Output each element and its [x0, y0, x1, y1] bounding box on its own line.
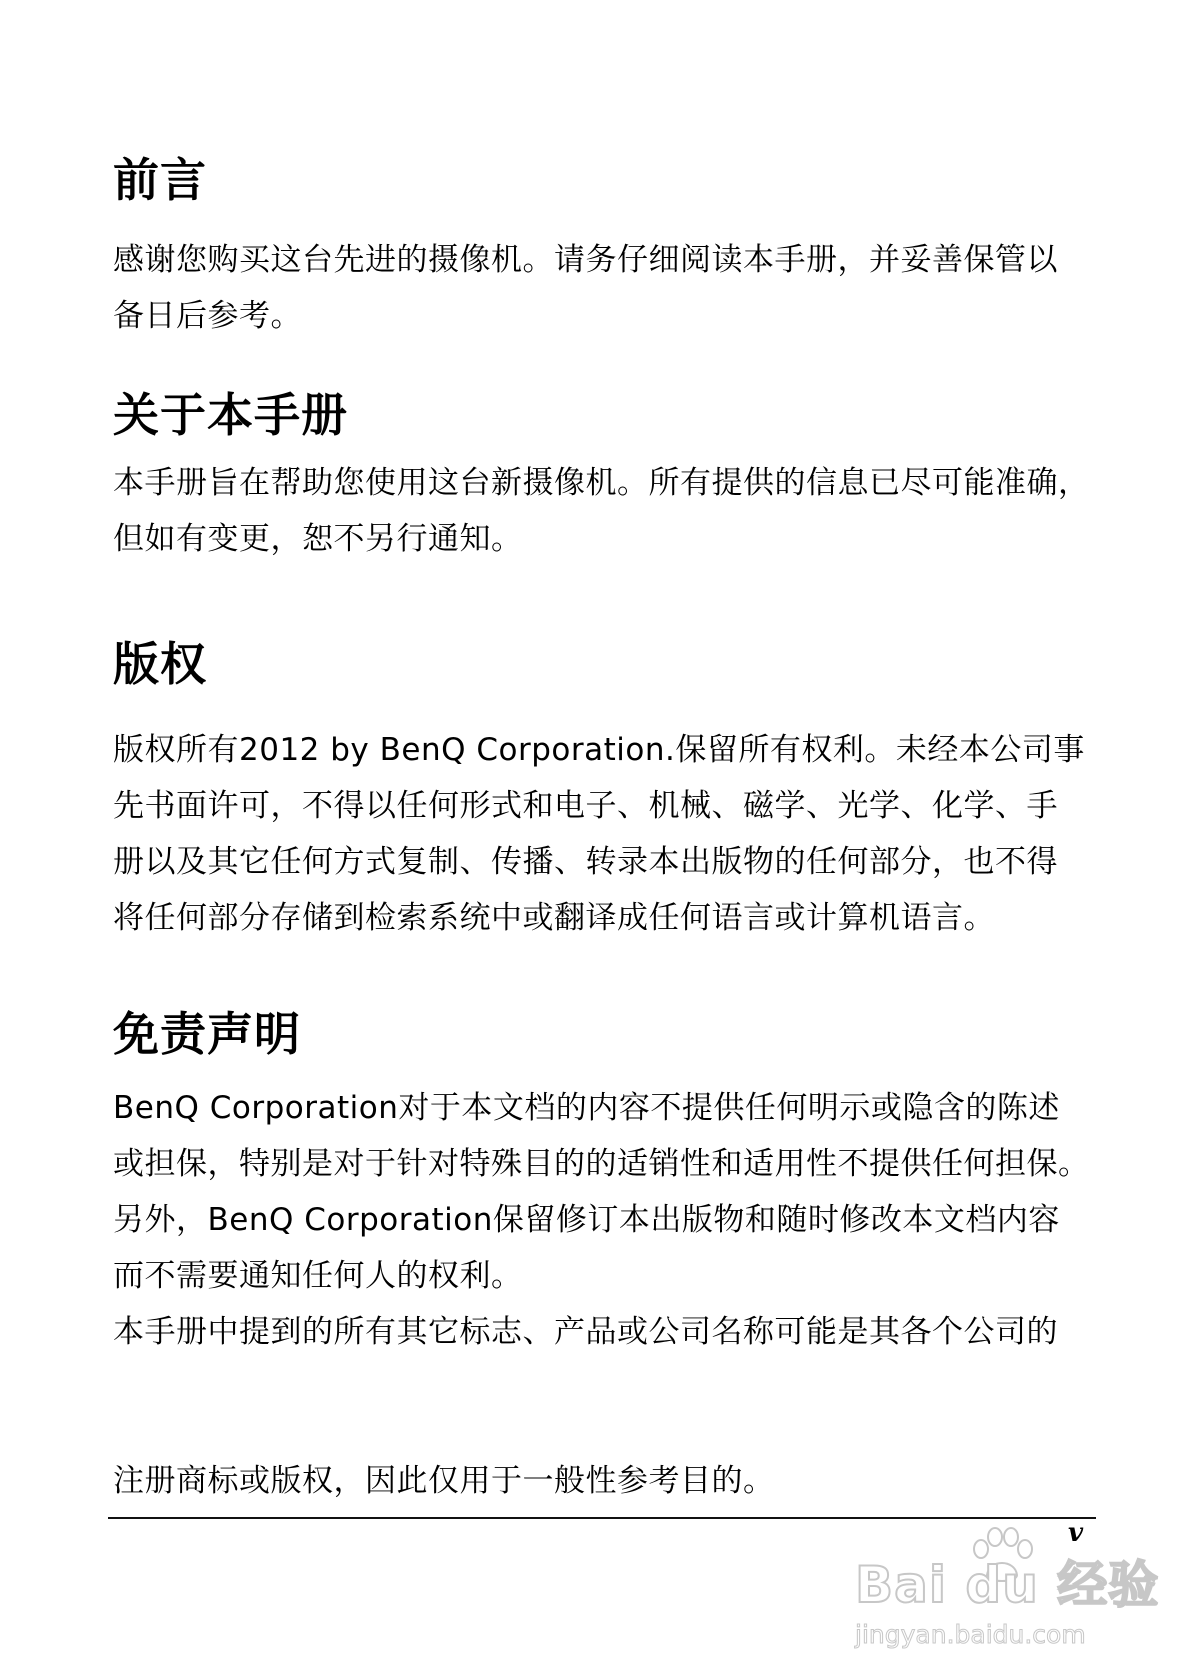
disclaimer-heading: 免责声明	[113, 1007, 301, 1061]
disclaimer-paragraph	[113, 1080, 1103, 1360]
preface-heading: 前言	[113, 153, 207, 207]
about-line: 本手册旨在帮助您使用这台新摄像机。所有提供的信息已尽可能准确，	[113, 465, 1090, 501]
page-number: v	[1068, 1518, 1084, 1548]
about-heading: 关于本手册	[113, 388, 348, 442]
preface-paragraph	[113, 232, 1103, 344]
disclaimer-line: 而不需要通知任何人的权利。	[113, 1258, 523, 1294]
disclaimer-last-paragraph	[113, 1453, 1103, 1509]
copyright-line: 先书面许可，不得以任何形式和电子、机械、磁学、光学、化学、手	[113, 788, 1058, 824]
preface-line: 感谢您购买这台先进的摄像机。请务仔细阅读本手册，并妥善保管以	[113, 242, 1058, 278]
preface-line: 备日后参考。	[113, 298, 302, 334]
copyright-heading: 版权	[113, 637, 207, 691]
about-line: 但如有变更，恕不另行通知。	[113, 521, 523, 557]
disclaimer-line: 或担保，特别是对于针对特殊目的的适销性和适用性不提供任何担保。	[113, 1146, 1090, 1182]
copyright-paragraph	[113, 722, 1103, 946]
disclaimer-line: 另外，BenQ Corporation保留修订本出版物和随时修改本文档内容	[113, 1202, 1060, 1238]
copyright-line: 版权所有2012 by BenQ Corporation.保留所有权利。未经本公司事	[113, 732, 1085, 768]
about-paragraph	[113, 455, 1103, 567]
disclaimer-line: 本手册中提到的所有其它标志、产品或公司名称可能是其各个公司的	[113, 1314, 1058, 1350]
disclaimer-last-line: 注册商标或版权，因此仅用于一般性参考目的。	[113, 1463, 775, 1499]
baidu-watermark	[855, 1525, 1175, 1665]
watermark-brand: Bai du 经验	[855, 1556, 1160, 1614]
watermark-url: jingyan.baidu.com	[855, 1620, 1086, 1649]
disclaimer-line: BenQ Corporation对于本文档的内容不提供任何明示或隐含的陈述	[113, 1090, 1060, 1126]
copyright-line: 将任何部分存储到检索系统中或翻译成任何语言或计算机语言。	[113, 900, 995, 936]
footer-rule	[108, 1517, 1096, 1519]
copyright-line: 册以及其它任何方式复制、传播、转录本出版物的任何部分，也不得	[113, 844, 1058, 880]
